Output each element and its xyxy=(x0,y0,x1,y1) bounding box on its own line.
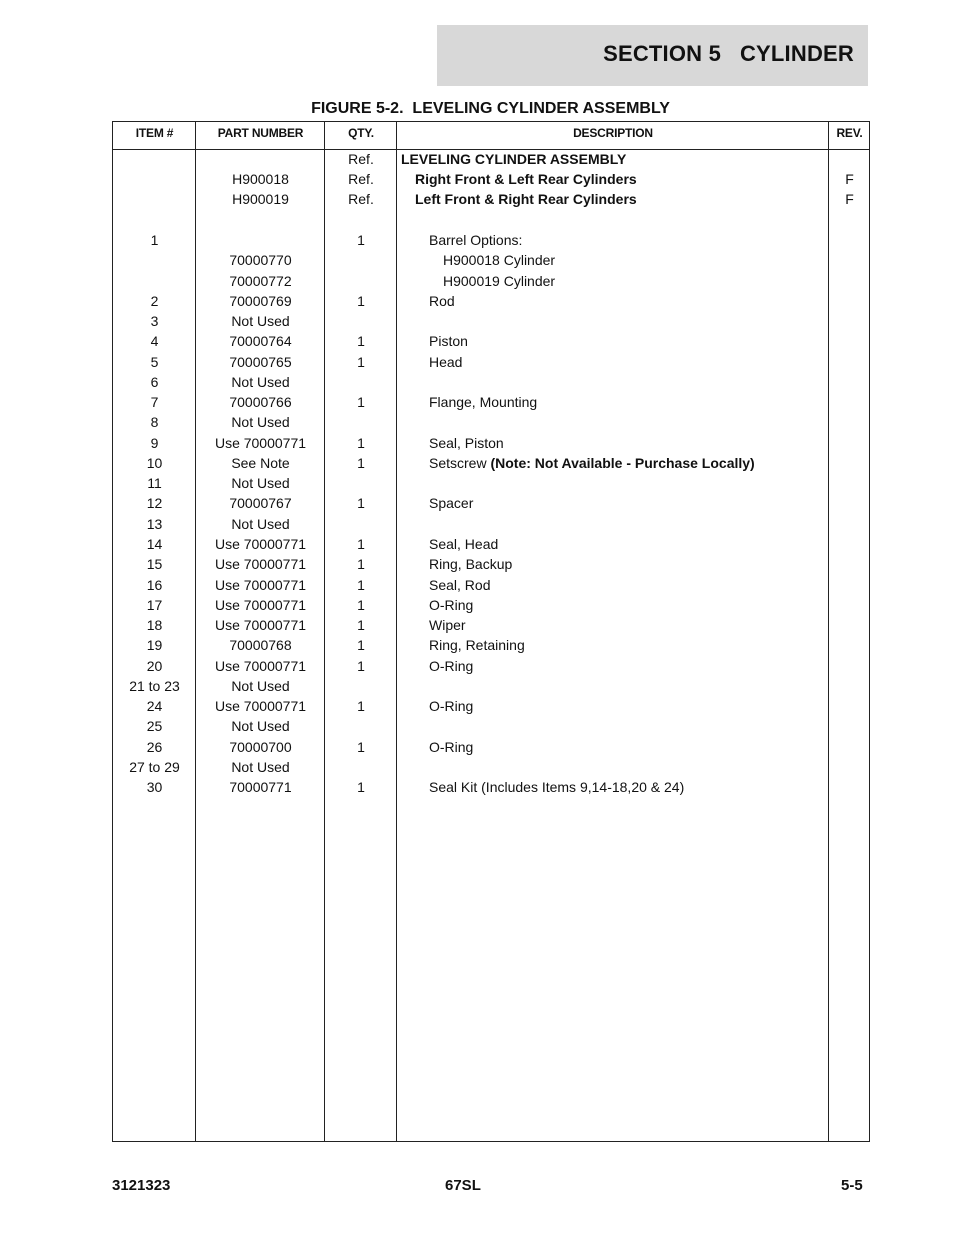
table-row xyxy=(113,514,869,534)
description-text: H900019 Cylinder xyxy=(443,273,556,289)
part-number: Not Used xyxy=(231,374,290,390)
description-text: Rod xyxy=(429,293,455,309)
description-note: (Note: Not Available - Purchase Locally) xyxy=(490,455,755,471)
revision: F xyxy=(845,191,854,207)
item-number: 27 to 29 xyxy=(129,759,180,775)
quantity: 1 xyxy=(357,293,365,309)
description-text: Seal Kit (Includes Items 9,14-18,20 & 24) xyxy=(429,779,685,795)
description xyxy=(397,737,861,757)
part-number: 70000769 xyxy=(229,293,292,309)
table-row xyxy=(113,493,869,513)
quantity: 1 xyxy=(357,739,365,755)
description xyxy=(397,352,861,372)
part-number: Not Used xyxy=(231,678,290,694)
item-number: 15 xyxy=(146,556,163,572)
description-text: Flange, Mounting xyxy=(429,394,538,410)
item-number: 21 to 23 xyxy=(129,678,180,694)
item-number: 30 xyxy=(146,779,163,795)
quantity: 1 xyxy=(357,455,365,471)
item-number: 6 xyxy=(150,374,159,390)
table-row xyxy=(113,372,869,392)
item-number: 11 xyxy=(147,475,162,491)
description-text: O-Ring xyxy=(429,597,474,613)
part-number: 70000765 xyxy=(229,354,292,370)
quantity: Ref. xyxy=(348,191,374,207)
table-row xyxy=(113,433,869,453)
part-number: Use 70000771 xyxy=(214,597,307,613)
part-number: 70000700 xyxy=(229,739,292,755)
description-text: Barrel Options: xyxy=(429,232,523,248)
item-number: 4 xyxy=(150,333,159,349)
quantity: 1 xyxy=(357,333,365,349)
description-text: Left Front & Right Rear Cylinders xyxy=(415,191,637,207)
quantity: 1 xyxy=(357,556,365,572)
table-row xyxy=(113,534,869,554)
part-number: Not Used xyxy=(231,718,290,734)
quantity: 1 xyxy=(357,658,365,674)
quantity: 1 xyxy=(357,232,365,248)
part-number: 70000771 xyxy=(229,779,292,795)
description xyxy=(397,595,861,615)
table-row xyxy=(113,149,869,169)
part-number: Use 70000771 xyxy=(214,536,307,552)
quantity: 1 xyxy=(357,495,365,511)
item-number: 26 xyxy=(146,739,163,755)
quantity: 1 xyxy=(357,617,365,633)
item-number: 12 xyxy=(146,495,163,511)
table-row xyxy=(113,777,869,797)
item-number: 1 xyxy=(150,232,159,248)
table-row xyxy=(113,635,869,655)
quantity: 1 xyxy=(357,354,365,370)
description xyxy=(397,250,875,270)
description xyxy=(397,169,847,189)
description xyxy=(397,271,875,291)
part-number: H900019 xyxy=(232,191,289,207)
part-number: Not Used xyxy=(231,516,290,532)
table-row xyxy=(113,676,869,696)
part-number: 70000772 xyxy=(229,273,292,289)
table-row xyxy=(113,595,869,615)
item-number: 13 xyxy=(146,516,163,532)
part-number: Use 70000771 xyxy=(214,617,307,633)
description-text: Head xyxy=(429,354,463,370)
description xyxy=(397,433,861,453)
part-number: Use 70000771 xyxy=(214,658,307,674)
table-row xyxy=(113,696,869,716)
quantity: 1 xyxy=(357,577,365,593)
table-row xyxy=(113,716,869,736)
part-number: Use 70000771 xyxy=(214,698,307,714)
description xyxy=(397,534,861,554)
description-text: O-Ring xyxy=(429,658,474,674)
part-number: Not Used xyxy=(231,313,290,329)
description xyxy=(397,777,861,797)
item-number: 17 xyxy=(146,597,163,613)
description xyxy=(397,189,847,209)
item-number: 19 xyxy=(146,637,163,653)
description-text: O-Ring xyxy=(429,739,474,755)
item-number: 2 xyxy=(150,293,159,309)
description xyxy=(397,493,861,513)
description-text: Seal, Rod xyxy=(429,577,491,593)
header-part-number: PART NUMBER xyxy=(217,126,304,140)
item-number: 16 xyxy=(146,577,163,593)
section-header-box xyxy=(437,25,868,86)
part-number: Not Used xyxy=(231,475,290,491)
table-row xyxy=(113,737,869,757)
description xyxy=(397,230,861,250)
description-text: Spacer xyxy=(429,495,474,511)
table-row xyxy=(113,291,869,311)
revision: F xyxy=(845,171,854,187)
description xyxy=(397,291,861,311)
part-number: Not Used xyxy=(231,414,290,430)
item-number: 25 xyxy=(146,718,163,734)
item-number: 10 xyxy=(146,455,163,471)
table-row xyxy=(113,331,869,351)
item-number: 14 xyxy=(146,536,163,552)
description-text: Ring, Backup xyxy=(429,556,513,572)
part-number: Use 70000771 xyxy=(214,435,307,451)
part-number: 70000764 xyxy=(229,333,292,349)
description xyxy=(397,635,861,655)
table-row xyxy=(113,271,869,291)
description-text: H900018 Cylinder xyxy=(443,252,556,268)
footer-page-number: 5-5 xyxy=(841,1177,863,1194)
item-number: 18 xyxy=(146,617,163,633)
section-title: SECTION 5 CYLINDER xyxy=(603,41,854,66)
table-row xyxy=(113,757,869,777)
quantity: 1 xyxy=(357,779,365,795)
item-number: 3 xyxy=(150,313,159,329)
table-row xyxy=(113,656,869,676)
part-number: See Note xyxy=(231,455,290,471)
description xyxy=(397,656,861,676)
item-number: 9 xyxy=(150,435,159,451)
item-number: 24 xyxy=(146,698,163,714)
footer-model: 67SL xyxy=(445,1177,481,1194)
description-text: O-Ring xyxy=(429,698,474,714)
table-row xyxy=(113,575,869,595)
description-text: Ring, Retaining xyxy=(429,637,525,653)
part-number: 70000766 xyxy=(229,394,292,410)
figure-title: FIGURE 5-2. LEVELING CYLINDER ASSEMBLY xyxy=(311,100,670,117)
header-rev: REV. xyxy=(836,126,863,140)
description-text: Wiper xyxy=(429,617,466,633)
part-number: Use 70000771 xyxy=(214,577,307,593)
part-number: 70000767 xyxy=(229,495,292,511)
quantity: 1 xyxy=(357,435,365,451)
footer-doc-number: 3121323 xyxy=(112,1177,171,1194)
description xyxy=(397,615,861,635)
table-row xyxy=(113,230,869,250)
description-text: Right Front & Left Rear Cylinders xyxy=(415,171,637,187)
description-text: Seal, Head xyxy=(429,536,499,552)
quantity: 1 xyxy=(357,637,365,653)
description-text: Piston xyxy=(429,333,468,349)
quantity: Ref. xyxy=(348,151,374,167)
table-row xyxy=(113,311,869,331)
description-text: LEVELING CYLINDER ASSEMBLY xyxy=(401,151,627,167)
part-number: Use 70000771 xyxy=(214,556,307,572)
table-row xyxy=(113,473,869,493)
header-qty: QTY. xyxy=(348,126,374,140)
part-number: H900018 xyxy=(232,171,289,187)
quantity: 1 xyxy=(357,394,365,410)
description xyxy=(397,392,861,412)
table-row xyxy=(113,412,869,432)
item-number: 8 xyxy=(150,414,159,430)
part-number: 70000768 xyxy=(229,637,292,653)
table-row xyxy=(113,189,869,209)
table-row xyxy=(113,453,869,473)
item-number: 5 xyxy=(150,354,159,370)
header-item: ITEM # xyxy=(135,126,174,140)
description xyxy=(397,331,861,351)
description xyxy=(397,575,861,595)
quantity: 1 xyxy=(357,536,365,552)
description xyxy=(397,149,833,169)
quantity: Ref. xyxy=(348,171,374,187)
quantity: 1 xyxy=(357,597,365,613)
description-text: Setscrew xyxy=(429,455,491,471)
table-row xyxy=(113,392,869,412)
header-description: DESCRIPTION xyxy=(573,126,653,140)
item-number: 7 xyxy=(150,394,159,410)
part-number: 70000770 xyxy=(229,252,292,268)
table-row xyxy=(113,615,869,635)
table-row xyxy=(113,169,869,189)
table-row xyxy=(113,554,869,574)
description xyxy=(397,453,861,473)
item-number: 20 xyxy=(146,658,163,674)
description-text: Seal, Piston xyxy=(429,435,504,451)
description xyxy=(397,696,861,716)
table-row xyxy=(113,250,869,270)
part-number: Not Used xyxy=(231,759,290,775)
quantity: 1 xyxy=(357,698,365,714)
description xyxy=(397,554,861,574)
table-row xyxy=(113,352,869,372)
parts-table xyxy=(112,121,870,1142)
